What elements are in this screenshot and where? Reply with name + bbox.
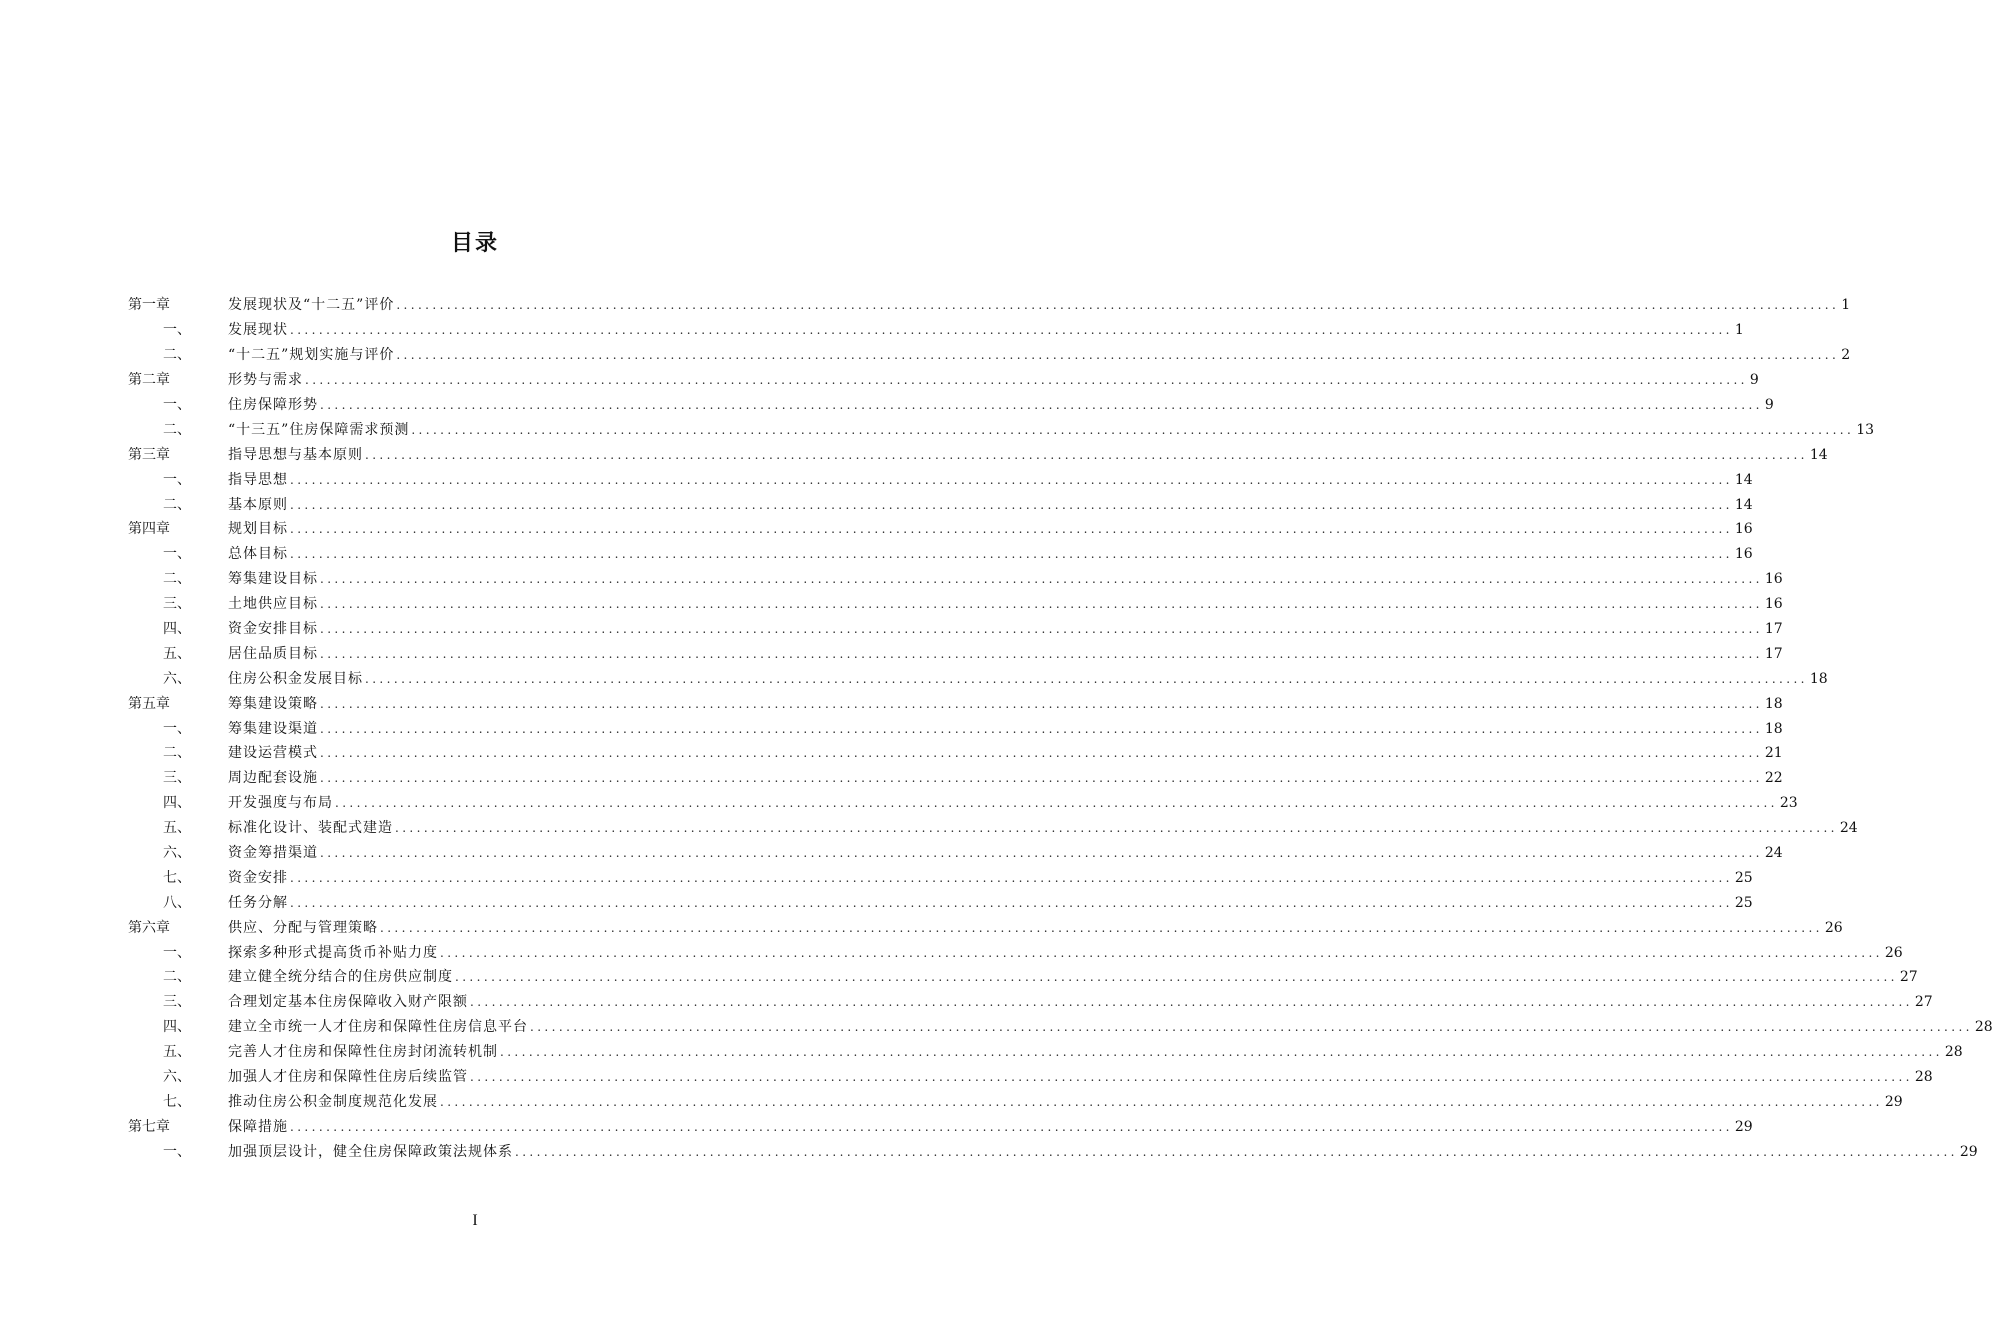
toc-section-row[interactable] <box>128 641 1783 666</box>
page-title: 目录 <box>450 231 499 256</box>
toc-entry-page: 16 <box>1734 546 1753 563</box>
toc-entry-title: 筹集建设目标 <box>228 571 318 588</box>
toc-entry-title: 保障措施 <box>228 1118 288 1135</box>
toc-entry-number: 二、 <box>163 745 191 762</box>
toc-entry-title: 规划目标 <box>228 521 288 538</box>
toc-entry-page: 28 <box>1974 1019 1993 1036</box>
toc-entry-title: 探索多种形式提高货币补贴力度 <box>228 944 438 961</box>
page-number: I <box>472 1212 478 1229</box>
toc-section-row[interactable] <box>128 343 1851 368</box>
toc-dot-leader: ........................................................................................................................................................................................................ <box>411 422 1855 437</box>
toc-entry-number: 一、 <box>163 471 191 488</box>
toc-dot-leader: ........................................................................................................................................................................................................ <box>396 298 1840 313</box>
toc-dot-leader: ........................................................................................................................................................................................................ <box>320 572 1763 587</box>
toc-entry-page: 29 <box>1734 1118 1753 1135</box>
toc-dot-leader: ........................................................................................................................................................................................................ <box>320 597 1763 612</box>
toc-chapter-row[interactable] <box>128 517 1753 542</box>
toc-entry-number: 三、 <box>163 770 191 787</box>
toc-section-row[interactable] <box>128 467 1753 492</box>
toc-section-row[interactable] <box>128 492 1753 517</box>
toc-entry-title: 资金安排目标 <box>228 621 318 638</box>
toc-entry-number: 三、 <box>163 994 191 1011</box>
toc-entry-title: 指导思想与基本原则 <box>228 446 363 463</box>
toc-section-row[interactable] <box>128 1040 1963 1065</box>
toc-entry-number: 五、 <box>163 820 191 837</box>
toc-dot-leader: ........................................................................................................................................................................................................ <box>290 497 1733 512</box>
toc-dot-leader: ........................................................................................................................................................................................................ <box>290 1119 1733 1134</box>
toc-entry-number: 一、 <box>163 397 191 413</box>
toc-entry-page: 26 <box>1884 944 1903 961</box>
toc-entry-page: 14 <box>1734 471 1753 488</box>
toc-entry-title: 筹集建设策略 <box>228 695 318 712</box>
toc-dot-leader: ........................................................................................................................................................................................................ <box>470 995 1913 1010</box>
toc-entry-number: 一、 <box>163 720 191 737</box>
toc-entry-page: 28 <box>1914 1069 1933 1086</box>
toc-dot-leader: ........................................................................................................................................................................................................ <box>395 821 1838 836</box>
toc-dot-leader: ........................................................................................................................................................................................................ <box>440 1094 1883 1109</box>
toc-section-row[interactable] <box>128 393 1774 418</box>
toc-section-row[interactable] <box>128 841 1783 866</box>
toc-entry-page: 18 <box>1764 695 1783 712</box>
toc-entry-number: 第二章 <box>128 372 170 389</box>
toc-entry-page: 28 <box>1944 1044 1963 1061</box>
toc-entry-title: 合理划定基本住房保障收入财产限额 <box>228 994 468 1011</box>
toc-entry-number: 二、 <box>163 571 191 588</box>
toc-entry-number: 六、 <box>163 670 191 687</box>
toc-entry-number: 第五章 <box>128 695 170 712</box>
toc-section-row[interactable] <box>128 1015 1993 1040</box>
toc-entry-page: 17 <box>1764 621 1783 638</box>
toc-entry-page: 24 <box>1839 820 1858 837</box>
toc-entry-page: 21 <box>1764 745 1783 762</box>
toc-entry-title: 总体目标 <box>228 546 288 563</box>
toc-section-row[interactable] <box>128 716 1783 741</box>
toc-entry-page: 16 <box>1734 521 1753 538</box>
toc-chapter-row[interactable] <box>128 293 1851 318</box>
toc-entry-number: 五、 <box>163 1044 191 1061</box>
toc-section-row[interactable] <box>128 890 1753 915</box>
toc-chapter-row[interactable] <box>128 1114 1753 1139</box>
toc-dot-leader: ........................................................................................................................................................................................................ <box>396 348 1840 363</box>
toc-dot-leader: ........................................................................................................................................................................................................ <box>320 398 1763 412</box>
toc-section-row[interactable] <box>128 567 1783 592</box>
toc-entry-title: “十二五”规划实施与评价 <box>228 347 395 364</box>
toc-entry-title: 周边配套设施 <box>228 770 318 787</box>
toc-dot-leader: ........................................................................................................................................................................................................ <box>500 1045 1943 1060</box>
toc-dot-leader: ........................................................................................................................................................................................................ <box>335 796 1778 811</box>
toc-entry-number: 六、 <box>163 1069 191 1086</box>
toc-entry-page: 16 <box>1764 571 1783 588</box>
toc-entry-number: 二、 <box>163 421 191 438</box>
toc-section-row[interactable] <box>128 617 1783 642</box>
toc-entry-number: 一、 <box>163 322 191 339</box>
toc-chapter-row[interactable] <box>128 442 1828 467</box>
toc-entry-title: 土地供应目标 <box>228 596 318 613</box>
toc-entry-page: 25 <box>1734 869 1753 886</box>
toc-dot-leader: ........................................................................................................................................................................................................ <box>320 771 1763 786</box>
toc-entry-title: “十三五”住房保障需求预测 <box>228 421 410 438</box>
toc-entry-title: 筹集建设渠道 <box>228 720 318 737</box>
toc-entry-page: 16 <box>1764 596 1783 613</box>
toc-section-row[interactable] <box>128 1065 1933 1090</box>
toc-entry-title: 标准化设计、装配式建造 <box>228 820 393 837</box>
toc-entry-number: 四、 <box>163 795 191 812</box>
table-of-contents <box>128 293 1993 1164</box>
toc-entry-number: 第三章 <box>128 446 170 463</box>
toc-entry-title: 发展现状 <box>228 322 288 339</box>
toc-entry-page: 29 <box>1884 1093 1903 1110</box>
toc-entry-number: 二、 <box>163 969 191 986</box>
toc-section-row[interactable] <box>128 1139 1978 1164</box>
toc-section-row[interactable] <box>128 592 1783 617</box>
toc-section-row[interactable] <box>128 417 1875 442</box>
toc-dot-leader: ........................................................................................................................................................................................................ <box>305 373 1748 388</box>
toc-dot-leader: ........................................................................................................................................................................................................ <box>290 522 1733 537</box>
toc-entry-title: 加强顶层设计，健全住房保障政策法规体系 <box>228 1143 513 1160</box>
toc-dot-leader: ........................................................................................................................................................................................................ <box>290 547 1733 562</box>
toc-entry-number: 七、 <box>163 1093 191 1110</box>
toc-entry-page: 27 <box>1899 969 1918 986</box>
toc-dot-leader: ........................................................................................................................................................................................................ <box>440 945 1883 960</box>
toc-dot-leader: ........................................................................................................................................................................................................ <box>530 1020 1973 1035</box>
toc-section-row[interactable] <box>128 965 1918 990</box>
toc-entry-number: 第六章 <box>128 919 170 936</box>
toc-section-row[interactable] <box>128 990 1933 1015</box>
toc-dot-leader: ........................................................................................................................................................................................................ <box>290 870 1733 885</box>
toc-section-row[interactable] <box>128 791 1798 816</box>
toc-section-row[interactable] <box>128 1090 1903 1115</box>
toc-entry-page: 9 <box>1764 397 1774 413</box>
toc-entry-page: 13 <box>1856 421 1875 438</box>
toc-entry-title: 发展现状及“十二五”评价 <box>228 297 395 314</box>
toc-entry-title: 供应、分配与管理策略 <box>228 919 378 936</box>
toc-entry-title: 资金筹措渠道 <box>228 845 318 862</box>
toc-entry-number: 八、 <box>163 894 191 911</box>
toc-entry-page: 14 <box>1734 496 1753 513</box>
toc-dot-leader: ........................................................................................................................................................................................................ <box>380 920 1823 935</box>
toc-entry-page: 29 <box>1959 1143 1978 1160</box>
toc-entry-page: 18 <box>1809 670 1828 687</box>
toc-entry-number: 一、 <box>163 944 191 961</box>
toc-entry-number: 一、 <box>163 546 191 563</box>
toc-entry-page: 1 <box>1734 322 1744 339</box>
toc-entry-number: 六、 <box>163 845 191 862</box>
toc-entry-title: 形势与需求 <box>228 372 303 389</box>
toc-dot-leader: ........................................................................................................................................................................................................ <box>365 447 1808 462</box>
toc-entry-number: 第七章 <box>128 1118 170 1135</box>
toc-entry-page: 9 <box>1749 372 1759 389</box>
toc-entry-title: 指导思想 <box>228 471 288 488</box>
toc-dot-leader: ........................................................................................................................................................................................................ <box>515 1144 1958 1159</box>
toc-section-row[interactable] <box>128 542 1753 567</box>
toc-entry-number: 四、 <box>163 1019 191 1036</box>
toc-entry-title: 完善人才住房和保障性住房封闭流转机制 <box>228 1044 498 1061</box>
toc-entry-page: 22 <box>1764 770 1783 787</box>
toc-entry-title: 建立全市统一人才住房和保障性住房信息平台 <box>228 1019 528 1036</box>
toc-entry-title: 建设运营模式 <box>228 745 318 762</box>
toc-entry-number: 四、 <box>163 621 191 638</box>
toc-entry-page: 26 <box>1824 919 1843 936</box>
toc-entry-page: 25 <box>1734 894 1753 911</box>
toc-section-row[interactable] <box>128 940 1903 965</box>
toc-entry-number: 三、 <box>163 596 191 613</box>
toc-entry-page: 23 <box>1779 795 1798 812</box>
toc-entry-page: 27 <box>1914 994 1933 1011</box>
toc-section-row[interactable] <box>128 666 1828 691</box>
toc-entry-number: 二、 <box>163 496 191 513</box>
toc-section-row[interactable] <box>128 816 1858 841</box>
toc-entry-page: 24 <box>1764 845 1783 862</box>
toc-entry-page: 18 <box>1764 720 1783 737</box>
toc-dot-leader: ........................................................................................................................................................................................................ <box>455 970 1898 985</box>
toc-entry-title: 推动住房公积金制度规范化发展 <box>228 1093 438 1110</box>
toc-entry-number: 二、 <box>163 347 191 364</box>
toc-entry-page: 17 <box>1764 645 1783 662</box>
toc-entry-number: 第四章 <box>128 521 170 538</box>
toc-dot-leader: ........................................................................................................................................................................................................ <box>320 696 1763 711</box>
toc-section-row[interactable] <box>128 766 1783 791</box>
toc-dot-leader: ........................................................................................................................................................................................................ <box>365 671 1808 686</box>
toc-entry-title: 建立健全统分结合的住房供应制度 <box>228 969 453 986</box>
toc-entry-title: 开发强度与布局 <box>228 795 333 812</box>
toc-dot-leader: ........................................................................................................................................................................................................ <box>290 472 1733 487</box>
toc-entry-page: 1 <box>1841 297 1851 314</box>
toc-entry-title: 住房公积金发展目标 <box>228 670 363 687</box>
toc-section-row[interactable] <box>128 741 1783 766</box>
toc-entry-number: 一、 <box>163 1143 191 1160</box>
toc-entry-number: 第一章 <box>128 297 170 314</box>
toc-entry-title: 住房保障形势 <box>228 397 318 413</box>
toc-dot-leader: ........................................................................................................................................................................................................ <box>320 646 1763 661</box>
toc-section-row[interactable] <box>128 865 1753 890</box>
toc-chapter-row[interactable] <box>128 691 1783 716</box>
toc-dot-leader: ........................................................................................................................................................................................................ <box>320 746 1763 761</box>
toc-section-row[interactable] <box>128 318 1744 343</box>
toc-entry-title: 加强人才住房和保障性住房后续监管 <box>228 1069 468 1086</box>
toc-dot-leader: ........................................................................................................................................................................................................ <box>470 1070 1913 1085</box>
toc-entry-number: 五、 <box>163 645 191 662</box>
toc-entry-title: 任务分解 <box>228 894 288 911</box>
toc-dot-leader: ........................................................................................................................................................................................................ <box>320 622 1763 637</box>
toc-chapter-row[interactable] <box>128 915 1843 940</box>
toc-entry-number: 七、 <box>163 869 191 886</box>
toc-entry-page: 2 <box>1841 347 1851 364</box>
toc-entry-page: 14 <box>1809 446 1828 463</box>
toc-entry-title: 基本原则 <box>228 496 288 513</box>
toc-entry-title: 资金安排 <box>228 869 288 886</box>
toc-dot-leader: ........................................................................................................................................................................................................ <box>320 846 1763 861</box>
toc-chapter-row[interactable] <box>128 368 1759 393</box>
toc-dot-leader: ........................................................................................................................................................................................................ <box>290 323 1733 338</box>
toc-dot-leader: ........................................................................................................................................................................................................ <box>320 721 1763 736</box>
toc-entry-title: 居住品质目标 <box>228 645 318 662</box>
toc-dot-leader: ........................................................................................................................................................................................................ <box>290 895 1733 910</box>
